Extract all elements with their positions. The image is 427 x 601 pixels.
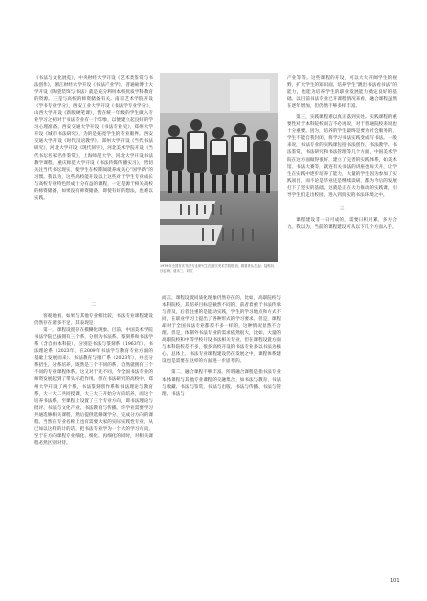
section-heading-three: 三 — [339, 205, 345, 212]
paragraph: 产业等等。这些课程的开设，可以大大开阔学生的视野，扩大学生的知识面，培养学生“跳出书法看书法”的能力，也能为培养学生的职业发展能力奠定良好的基础。以目前书法专业已开课程情况来看，融合课程虽然在逐年增加，但仍然不够多样丰富。 — [287, 76, 397, 110]
page-number: 101 — [390, 578, 400, 584]
bottom-left-text-column — [34, 295, 153, 447]
paragraph: 而言，课程设置同质化现象仍然存在的，比如，高职院校与本科院校，其培养目标是截然不同的，前者着重于书法传承与普及，后者注重的是能动实践，学生的学习地点和方式不同，在职业学习上提出了各种形式的学习要求。但是，课程却对于全国书法专业都差不多一样的，这种情况显然不合理。但是，体制外书法专业的需求依然很大，比如，大量的高职院校和中等学校开设书法相关专业，但在课程设置方面与本科院校差不多，很多高校开设的书法专业多以书法为核心，总体上，书法专业课程建设仍在发展之中，课程体系建设也是需要在这样的方面进一步思考的。 — [162, 296, 281, 365]
paragraph: 第一，课程设置存在模糊化现象。目前，中国美术学院书法学院已拔拥有三个系，分别为书法系、篆刻系和书法学系（含自由本科院），分别是书法与篆刻系（1963年）、书法理论系（2023年，在2009年书法学与教育专业方面的基础上发展而来）、书法教育与推广系（2023年），并且分系招生，分系培养，既然是三个不同的系，自然就拥有三个不同的专业课程体系。这又对于先不同，今全国书法专业的师资发展起到了带头示范作用。但在书法研究的高校中，郑州大学开设了两个系，书法篆刻创作系和书法理论与教育系，大一大二共同授课，大三大三开始分方向培养，而这个培养书法系，至课程上设置了三个专业方向，即书法理论与批评、书法与文化产业、书法教育与传播。许学业需要学习共通选修相关课程，然后提供选修课学分，完成分方向的课程。当然在专业名称上也有需要大家的实际实践性专业，从已如以这样的计的话，把书法专业学为一个大的学习方向，至于在方向课程专业细化、细化、再细化的同时，对相关课程必然区别对待。 — [34, 328, 153, 446]
paragraph: 第二，融合课程不够丰富。所谓融合课程是指书法专业本体课程与其他专业课程的交融集合，如书法与教育、书法与收藏、书法与鉴赏，书法与出版、书法与传播、书法与管理、书法与 — [162, 370, 281, 397]
photo-caption: 1979年全国首次书法专业研究生在浙江美术学院报到。顾看者从左起：陆维钊、沙孟海、诸乐三、刘江 — [160, 264, 278, 273]
section-heading-two: 二 — [90, 302, 97, 308]
historical-photograph — [160, 73, 278, 262]
top-left-text-column — [34, 75, 153, 202]
photo-graphic — [160, 73, 278, 262]
paragraph: 第三，实践课程难以真正落到实处。实践课程的重要性对于本科院校而言不必再说，对于普通院校来说也十分重要。因为，培养的学生最终是要为社会服务的，学生不能自我封闭，将学习书法实践变成写书法。一般来说，书法专业的实践课包括书法创作、书法教学、书法鉴赏、书法研究和书法管理等几个方面，中国美术学院在这方面做得很好，建立了完善的实践体系，如美术馆、书法大赛等，就连有关书法的讲座也每天开，让学生在实践中逐步培养了能力，大量的学生因为参加了实践项目，而不论是毕业还是继续读研，都为今后的发展打下了坚实的基础。这就是正在大力推动的实践课，引导学生们走出校园，进入到真实的书法环境之中。 — [287, 115, 397, 198]
right-text-column — [287, 75, 397, 231]
paragraph: 客观地看，如果与其他专业相比较，书法专业课程建设仍然存在诸多不足，其表现是： — [34, 314, 153, 327]
bottom-middle-text-column — [162, 295, 281, 398]
paragraph: 课程建设非一日可成的，需要日积月累，多方合力。我以为，当前的课程建设可从以下几个方面入手。 — [287, 217, 397, 230]
paragraph: 《书法与文化展览》，中央财经大学开设《艺术类鉴赏与书法创作》，浙江财经大学开设《书法产业学》，普通硕博士大学开设《陶瓷装饰与书法》就是充分利用本校优质学科教育的资源。三是与高校的师资储备有关。南京艺术学院开设《学书专业学分》，西安工业大学开设《书法学专业学分》，山西大学开设《新版硬笔课》，皆在统一年级的学生做入专业学习之初对于书法专业有一个印象，以便建立起良好的学习心理准备。西安交通大学开设《书法专业史》，郑州大学开设《城市书法研究》，为的是拓宽学生的专业眼界。西安交通大学开设《时代汉语教学》，郑州大学开设《当代书法研究》，河北大学开设《现代刻字》，河北美术学院开设《当代书坛名家名作鉴赏》，上海师范大学、河北大学开设书法教学课程，重庆师范大学开设《书法传媒传播实习》，皆切关注当代书坛现实，使学生在校期间就养成关心“国学新”的习惯。我以为，这些高校能开设以上这些对于学生专业成长与高校专业特色形成十分有益的课程，一定是源于相关高校的师资储备，如果没有师资储备，即使有好的想法，也难以实践。 — [34, 76, 153, 201]
